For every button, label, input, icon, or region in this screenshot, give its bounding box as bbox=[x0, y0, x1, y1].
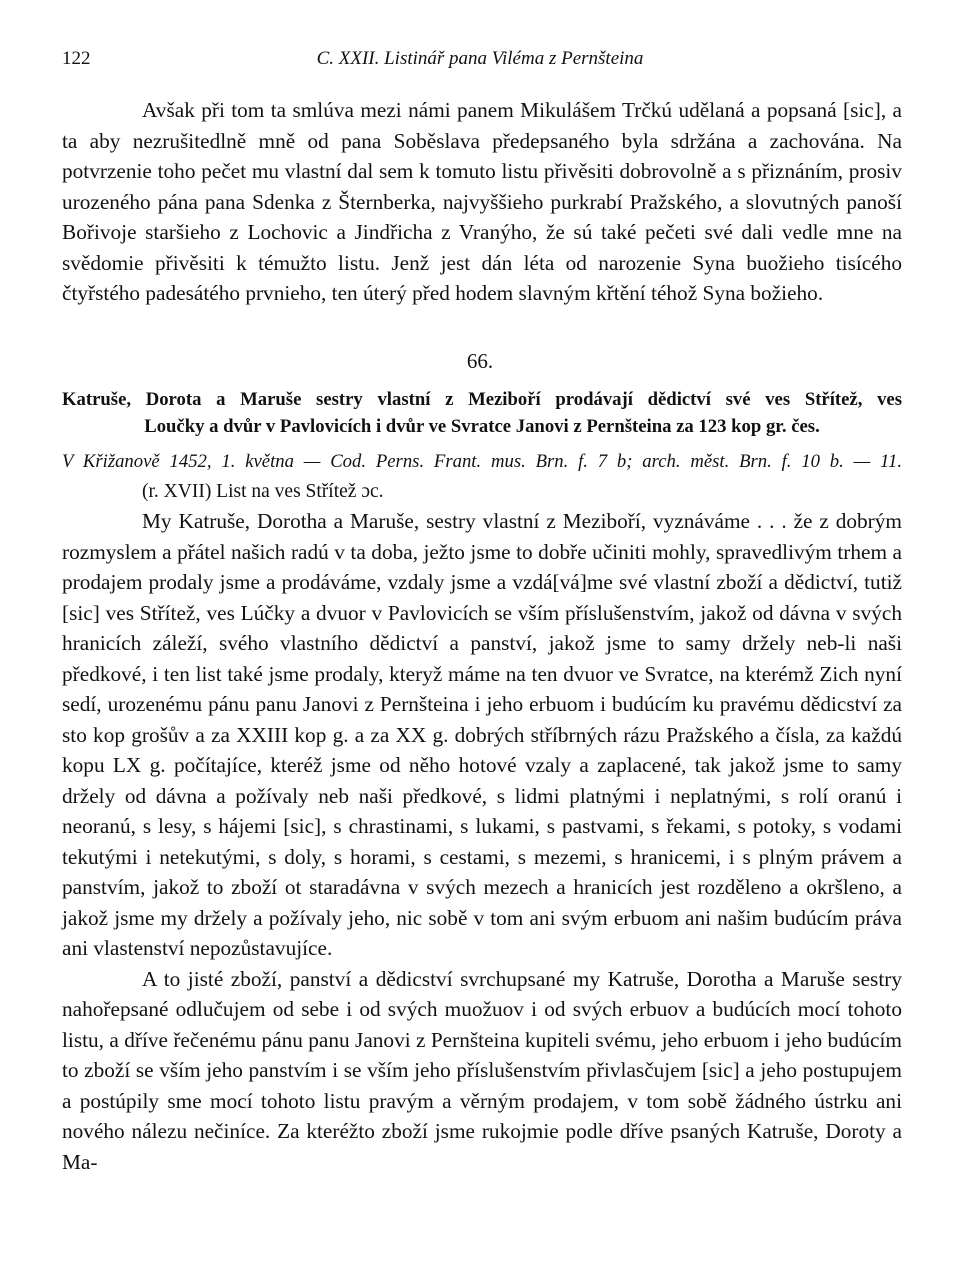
document-number: 66. bbox=[466, 349, 494, 373]
previous-text-paragraph: Avšak při tom ta smlúva mezi námi panem Mikulášem Trčkú udělaná a popsaná [sic], a ta aby nezrušitedlně mně od pana Soběslava předepsaného byla sdržána a zachována. Na potvrzenie toho pečet mu vlastní dal sem k tomuto listu přivěsiti dobrovolně a s přiznáním, prosiv urozeného pána pana Sdenka z Šternberka, najvyššieho purkrabí Pražského, a slovutných panoší Bořivoje staršieho z Lochovic a Jindřicha z Vranýho, že sú také pečeti své dali vedle mne na svědomie přivěsiti k témužto listu. Jenž jest dán léta od narozenie Syna buožieho tisícého čtyřstého padesátého prvnieho, ten úterý před hodem slavným křtění téhož Syna božieho. bbox=[62, 98, 902, 305]
previous-document-ending bbox=[62, 95, 902, 309]
running-title: C. XXII. Listinář pana Viléma z Pernšteina bbox=[316, 48, 644, 69]
running-head bbox=[62, 48, 898, 78]
charter-paragraph-2: A to jisté zboží, panství a dědicství svrchupsané my Katruše, Dorotha a Maruše sestry nahořepsané odlučujem od sebe i od svých muožuov i od svých erbuov a budúcích mocí tohoto listu, a dříve řečenému pánu panu Janovi z Pernšteina kupiteli svému, jeho erbuom i jeho budúcím to zboží se vším jeho panstvím i se vším jeho příslušenstvím přivlasčujem [sic] a jeho postupujem a postúpily sme mocí tohoto listu pravým a věrným prodajem, v tom sobě žádného ústrku ani nového nálezu nečiníce. Za kteréžto zboží jsme rukojmie podle dříve psaných Katruše, Doroty a Ma- bbox=[62, 966, 902, 1174]
document-regest bbox=[62, 386, 902, 440]
charter-text bbox=[62, 506, 902, 1177]
regest-line-1: Katruše, Dorota a Maruše sestry vlastní z Meziboří prodávají dědictví své ves Střítež, ves bbox=[62, 389, 902, 410]
page-number: 122 bbox=[62, 48, 91, 69]
charter-paragraph-1: My Katruše, Dorotha a Maruše, sestry vlastní z Meziboří, vyznáváme . . . že z dobrým rozmyslem a přátel našich radú v ta doba, ježto jsme to dobře učiniti mohly, spravedlivým trhem a prodajem prodaly jsme a prodáváme, vzdaly jsme a vzdá[vá]me své vlastní zboží a dědictví, tutiž [sic] ves Střítež, ves Lúčky a dvuor v Pavlovicích se vším příslušenstvím, jakož od dávna v svých hranicích záleží, svého vlastního dědictví a panství, jakož jsme to samy držely neb-li naši předkové, i ten list také jsme prodaly, kteryž máme na ten dvuor ve Svratce, na kterémž Zich nyní sedí, urozenému pánu panu Janovi z Pernšteina i jeho erbuom i budúcím ku pravému dědicství za sto kop grošův a za XXIII kop g. a za XX g. dobrých stříbrných rázu Pražského a čísla, za každú kopu LX g. počítajíce, kteréž jsme od něho hotové vzaly a zaplacené, tak jakož jsme to samy držely od dávna a požívaly neb naši předkové, s lidmi platnými i neplatnými, s rolí oranú i neoranú, s lesy, s hájemi [sic], s chrastinami, s lukami, s pastvami, s řekami, s potoky, s vodami tekutými i netekutými, s doly, s horami, s cestami, s mezemi, s hranicemi, i s plným právem a panstvím, jakož to zboží ot staradávna v svých mezech a hranicích jest rozděleno a okršleno, a jakož jsme my držely a požívaly jeho, nic sobě v tom ani svým erbuom ani našim budúcím práva ani vlastenství nepozůstavujíce. bbox=[62, 509, 902, 960]
charter-heading: (r. XVII) List na ves Střítež ɔc. bbox=[142, 481, 384, 502]
regest-line-2: Loučky a dvůr v Pavlovicích i dvůr ve Svratce Janovi z Pernšteina za 123 kop gr. čes. bbox=[144, 416, 820, 437]
source-note: V Křižanově 1452, 1. května — Cod. Perns. Frant. mus. Brn. f. 7 b; arch. měst. Brn. f. 10 b. — 11. bbox=[62, 451, 902, 472]
